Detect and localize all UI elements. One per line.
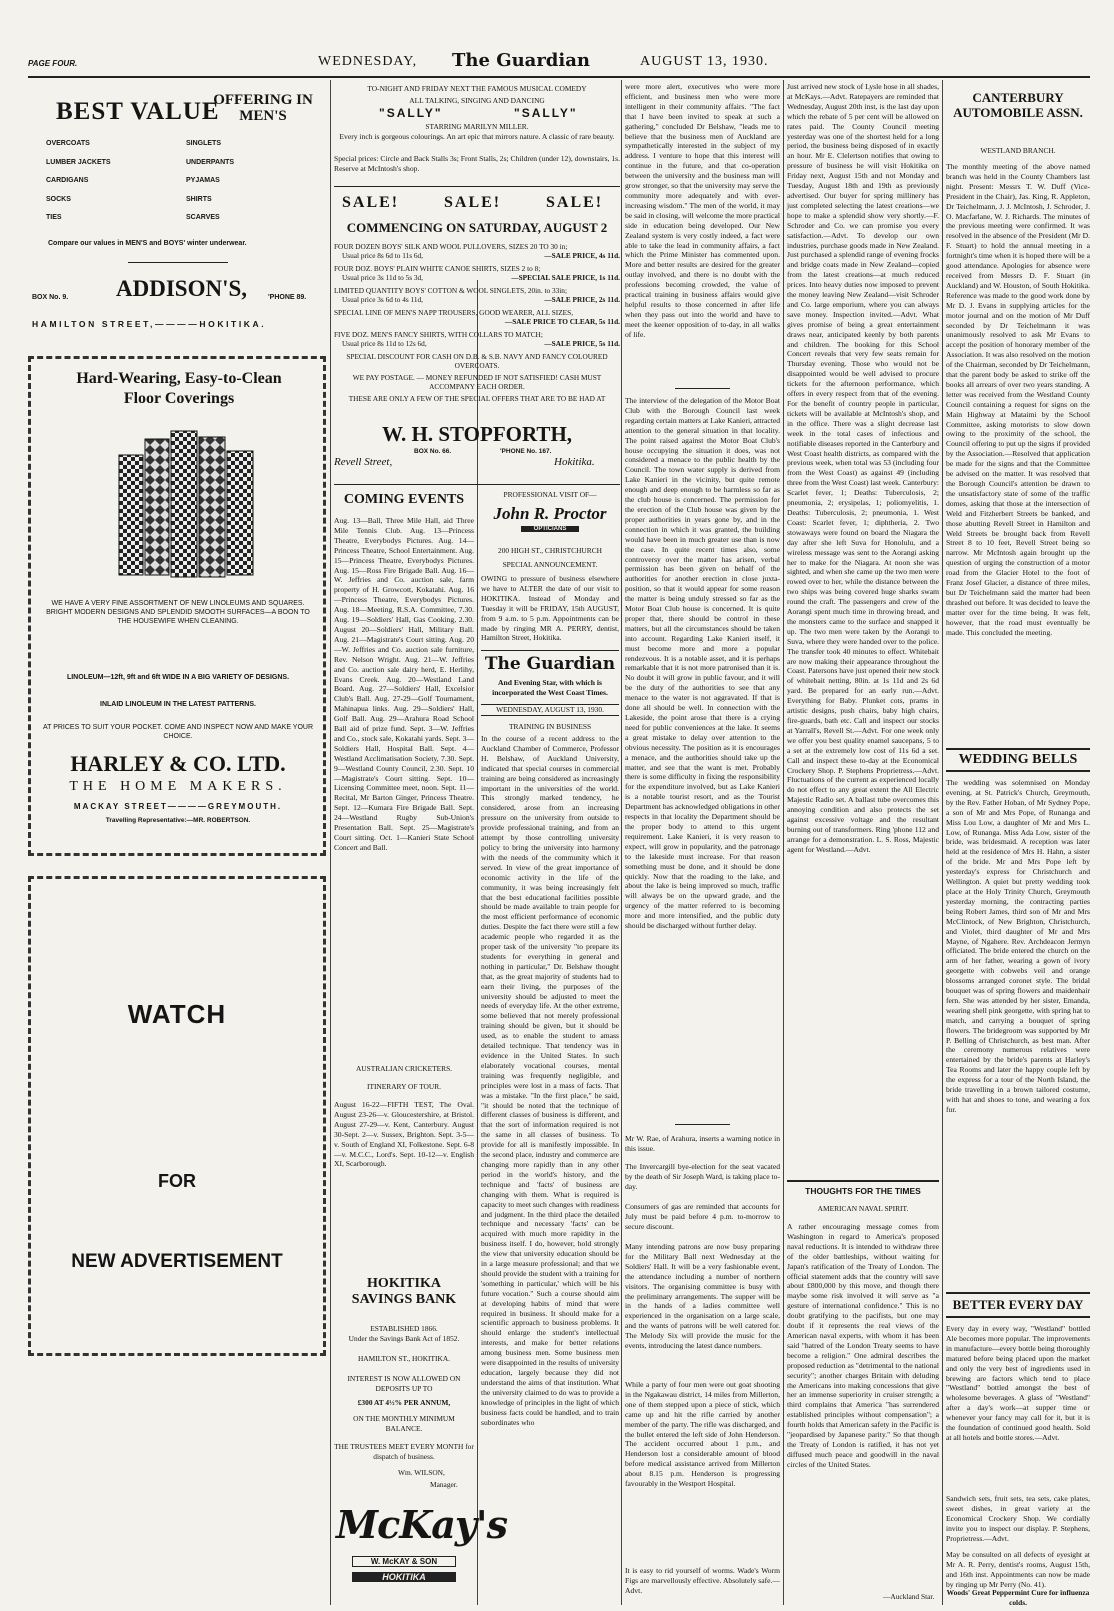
- theatre-desc: Every inch is gorgeous colourings. An art epic that mirrors nature. A classic of rare beauty.: [339, 132, 615, 141]
- harley-tagline: THE HOME MAKERS.: [69, 779, 287, 794]
- woods-text: Woods' Great Peppermint Cure for influenza colds.: [946, 1588, 1090, 1607]
- masthead-day: WEDNESDAY,: [318, 54, 418, 69]
- sale-item-price: —SALE PRICE, 4s 11d.: [544, 251, 620, 260]
- naval-title: AMERICAN NAVAL SPIRIT.: [817, 1204, 909, 1213]
- list-item: SCARVES: [186, 214, 220, 221]
- savings-act: Under the Savings Bank Act of 1852.: [348, 1334, 460, 1343]
- savings-monthly: ON THE MONTHLY MINIMUM BALANCE.: [353, 1414, 455, 1433]
- naval-text: A rather encouraging message comes from Washington in regard to America's proposed naval reductions. It is intended to withdraw three of the older battleships, without waiting for Japan's ratification of the Treaty of London. The official statement adds that the country will save about £800,000 by this move, and though there maybe some risk involved it will serve as "a gesture of international confidence." This is no doubt gratifying to the pacifists, but one may doubt if it represents the real views of the American naval experts, with whom it has been said "hatred of the London Treaty seems to have become a religion." One admiral describes the proposed reduction as "detrimental to the national security"; another charges Britain with deluding the Americans into making concessions that give her an immense superiority in cruiser strength; a third complains that America "has surrendered established principles without compensation"; a fourth holds that American safety in the Pacific is "jeopardised by Japanese parity." So that though the Treaty of London is ratified, it has not yet diffused much peace and goodwill in the naval circles of the United States.: [787, 1222, 939, 1469]
- stopforth-box: BOX No. 66.: [414, 448, 452, 455]
- sale-item-desc: FOUR DOZEN BOYS' SILK AND WOOL PULLOVERS, SIZES 20 TO 30 in;: [334, 242, 568, 251]
- sale-item: [334, 242, 620, 260]
- notice-rae: Mr W. Rae, of Arahura, inserts a warning notice in this issue.: [625, 1134, 780, 1153]
- notice-shooting: While a party of four men were out goat shooting in the Ngakawau district, 14 miles from Millerton, one of them stepped upon a piece of stick, which came up and hit the rifle carried by another member of the party. The rifle was discharged, and the bullet entered the left side of John Henderson. The accident occurred about 1 p.m., and Henderson lost a considerable amount of blood before medical assistance arrived from Millerton about 8.15 p.m. Henderson is progressing favourably in the Westport Hospital.: [625, 1380, 780, 1489]
- harley-headline: Hard-Wearing, Easy-to-Clean Floor Coverings: [76, 370, 282, 407]
- local-notes: Just arrived new stock of Lysle hose in all shades, at McKays.—Advt. Ratepayers are reminded that Wednesday, August 20th inst, is the last day upon which the rebate of 5 per cent will be allowed on rates paid. The County Council meeting yesterday was one of the shortest held for a long period, the business being disposed of in exactly an hour. Mr E. Clelertson notifies that owing to pressure of business he will visit Hokitika on Friday next, August 15th and not Monday and Tuesday, August 18th and 19th as previously advertised. Our buyer for spring millinery has just completed selecting the latest creations—we hope to make a splendid show very shortly.—F. Schroder and Co. we can promise you every satisfaction.—Advt. To develop our own industries, purchase goods made in New Zealand. Just purchased a splendid range of evening frocks and bridge coats made in New Zealand—copied from the latest creations—at much reduced prices. Into heavy duties now imposed to prevent the money leaving New Zealand—visit Schroder and Co. large emporium, where you can always save money. Inspection invited.—Advt. What gives promise of being a great entertainment draws near, anticipated keenly by both parents and children. The booking for this School Concert reveals that very few seats remain for Thursday evening. Those who would not be disappointed would be well advised to procure tickets for the afternoon performance, which offers in every respect from that of the evening. For the benefit of country people in particular, tickets will be available at McIntosh's shop, and in the office. There was a slight decrease last week in the total cases of infectious and notifiable diseases reported in the Canterbury and West Coast health districts, as compared with the previous week, when total was 53 (including four from the West Coast) as against 49 (including three from the West Coast) last week. Canterbury: Scarlet fever, 1; Deaths: Tuberculosis, 2; pneumonia, 2; erysipelas, 1; poliomyelitis, 1. Deaths: Tuberculosis, 2; pneumonia, 1. West Coast: Scarlet fever, 1; diphtheria, 2. Two stowaways were found on board the Niagara the day after she left Suva for Honolulu, and a wireless message was sent to the Aorangi asking her to make for the Niagara. At noon she was sighted, and when she came up the two men were rowed over to her, while the distance between the two ships was being covered huge sharks swam round the craft. The passengers and crew of the Aorangi spent much time in throwing bread, and the monsters came to the surface and snapped it up. The two men were taken by the Aorangi to Suva, where they were handed over to the police. The transfer took 40 minutes to effect. Whitebait are now making their appearance throughout the Coast. Patersons have just opened their new stock of whitebait netting, 80in. at 1s 11d and 2s 6d yard. Be prepared for an early run.—Advt. Everything for Baby. Plunket cots, prams in artistic designs, push chairs, baby high chairs, fire-guards, bath etc. Call and inspect our stocks at Yarrall's, Revell St.—Advt. For one week only we offer you best quality enamel saucepans, 5 to a set at the extremely low cost of 11s 6d a set. Call and inspect these to-day at the Economical Crockery Shop. P. Stephens Proprietress.—Advt. Fluctuations of the current as experienced locally do not effect to any great extent the All Electric Majestic Radio set. A ballast tube overcomes this annoying condition and also protects the set against excessive voltage and the resultant burning out of transformers. Ring 'phone 112 and arrange for a demonstration. L. S. Ross, Majestic agent for Westland.—Advt.: [787, 82, 939, 854]
- list-item: SOCKS: [46, 195, 71, 203]
- sale-item-price: —SALE PRICE, 5s 11d.: [544, 339, 620, 348]
- proctor-header: PROFESSIONAL VISIT OF—: [503, 490, 597, 499]
- sale-item-usual: Usual price 8s 6d to 11s 6d,: [342, 251, 423, 260]
- article-education-end: were more alert, executives who were more efficient, and business men who were more intelligent in their community affairs. "The fact that I have been invited to speak at such a gathering," concluded Dr Belshaw, "leads me to believe that the business men of Auckland are sympathetically interested in the subject of my address. I venture to hope that this interest will continue in the future, and that co-operation between the university and the business man will grow stronger, so that the university may serve the community more adequately and with ever-increasing wisdom." The men of the world, it may be said in closing, will welcome the more practical side in education being developed. Our New Zealand system is very costly indeed, a fact were able to take the lead in community affairs, a fact which the Prime Minister has commented upon. More and better results are desired for the greater outlay involved, and there is no doubt with the professions becoming crowded, the value of practical training in business affairs would give helpful results to those concerned in after life when they pass out into the world and have to meet the keener opposition of to-day, in all walks of life.: [625, 82, 780, 339]
- better-text: Every day in every way, "Westland" bottled Ale becomes more popular. The improvements in manufacture—every bottle being thoroughly matured before being placed upon the market and only the very best of ingredients used in brewing are factors which tend to place "Westland" bottled amongst the best of wholesome beverages. A glass of "Westland" after a day's work—at supper time or whenever your fancy may call for it, but it is the foundation of continued good health. Sold at all hotels and bottle stores.—Advt.: [946, 1324, 1090, 1442]
- sale-3: SALE!: [546, 194, 604, 211]
- savings-trustees: THE TRUSTEES MEET EVERY MONTH for dispatch of business.: [334, 1442, 474, 1461]
- addisons-box: BOX No. 9.: [32, 294, 69, 301]
- divider: [334, 186, 620, 187]
- masthead-title: The Guardian: [452, 50, 590, 71]
- addisons-name: ADDISON'S,: [116, 276, 248, 301]
- addisons-phone: 'PHONE 89.: [268, 294, 307, 301]
- divider: [334, 484, 620, 485]
- proctor-ad: [481, 490, 619, 643]
- stopforth-items: [334, 242, 620, 403]
- linoleum-rolls-illustration: [115, 425, 265, 585]
- guardian-box-title: The Guardian: [484, 654, 616, 674]
- divider: [675, 1124, 730, 1125]
- theatre-starring: STARRING MARILYN MILLER.: [425, 122, 529, 131]
- stopforth-postage: WE PAY POSTAGE. — MONEY REFUNDED IF NOT SATISFIED! CASH MUST ACCOMPANY EACH ORDER.: [352, 373, 602, 391]
- theatre-prices: Special prices: Circle and Back Stalls 3s; Front Stalls, 2s; Children (under 12), downstairs, 1s. Reserve at McIntosh's shop.: [334, 154, 620, 173]
- stopforth-few: THESE ARE ONLY A FEW OF THE SPECIAL OFFERS THAT ARE TO BE HAD AT: [348, 394, 606, 403]
- sale-item-price: —SALE PRICE TO CLEAR, 5s 11d.: [504, 317, 620, 326]
- thoughts-title: THOUGHTS FOR THE TIMES: [787, 1180, 939, 1196]
- sale-item-price: —SPECIAL SALE PRICE, 1s 11d.: [511, 273, 620, 282]
- proctor-logo-sub: OPTICIANS: [521, 526, 579, 532]
- harley-inlaid: INLAID LINOLEUM IN THE LATEST PATTERNS.: [100, 701, 256, 708]
- savings-established: ESTABLISHED 1866.: [370, 1324, 438, 1333]
- list-item: OVERCOATS: [46, 140, 90, 147]
- sale-2: SALE!: [444, 194, 502, 211]
- harley-name: HARLEY & CO. LTD.: [70, 751, 286, 776]
- sandwich-text: Sandwich sets, fruit sets, tea sets, cake plates, sweet dishes, in great variety at the Economical Crockery Shop. We cordially invite you to inspect our display. P. Stephens, Proprietress.—Advt.: [946, 1494, 1090, 1543]
- column-rule: [783, 80, 784, 1605]
- stopforth-ad: [334, 190, 620, 480]
- stopforth-town: Hokitika.: [554, 456, 595, 468]
- aa-title: CANTERBURY AUTOMOBILE ASSN.: [953, 90, 1083, 120]
- divider: [675, 388, 730, 389]
- training-text: In the course of a recent address to the Auckland Chamber of Commerce, Professor H. Belshaw, of Auckland University, indicated that special courses in commercial training are being considered as increasingly important in the universities of the world. This strongly marked tendency, he considered, arose from an increasing pressure on the university from outside to provide professional training, and from an attempt by those controlling university policy to bring the university into harmony with the needs of the community which it served. In view of the great importance of economic activity in the life of the community, it was being increasingly felt that the best educational facilities possible should be made available to train people for the most efficient performance of economic duties. Despite the fact there were still a few academic people who regarded it as the proper task of the university "to prepare its students for everything in general and nothing in particular," Dr. Belshaw thought that, as the great majority of students had to earn their living, the purposes of the university should be adjusted to meet the needs of everyday life. At the other extreme, some believed that not merely professional training should be given, but it should be used, as to enable the student to amass detailed technique. That tendency was in evidence in the United States. In such elaborately vocational courses, mental training was frequently negligible, and principles were lost in a mass of facts. That was a mistake. "In the first place," he said, "it should be noted that the technique of different classes of business is different, and that the sort of information required is not the same in all classes of business. To provide for all is manifestly impossible. In the second place, industry and commerce are changing more rapidly than in any other period in the world's history, and the technique and 'facts' of business are changing with them. What is required is capacity to meet such changes with readiness and judgment. In the third place the detailed technique and necessary 'facts' can be acquired with much more rapidity in the business itself. I do, however, hold strongly the view that university education should be in a large measure professional; and that we should provide the student with a training for 'something in particular,' which will be his future vocation." Such a course should aim at developing habits of mind that were required in business. It should make for a scientific approach to business problems. It should enlarge the student's intellectual interests, and make for better relations among business men. Some business men were disappointed in the results of university education, largely because they did not understand the aims of that institution. What the university claimed to do was to provide a knowledge of principles in the light of which business facts could be handled, and to train subordinates who: [481, 734, 619, 1427]
- cricketers-title: AUSTRALIAN CRICKETERS.: [355, 1064, 453, 1073]
- column-6: [946, 82, 1090, 1607]
- notice-bye-election: The Invercargill bye-election for the seat vacated by the death of Sir Joseph Ward, is taking place to-day.: [625, 1162, 780, 1191]
- column-rule: [621, 80, 622, 1605]
- addisons-right-list: [186, 135, 234, 228]
- column-5: [787, 82, 939, 1604]
- addisons-ad: [28, 82, 326, 340]
- mckays-logo: McKay's: [336, 1502, 507, 1547]
- list-item: UNDERPANTS: [186, 158, 235, 166]
- addisons-compare: Compare our values in MEN'S and BOYS' winter underwear.: [48, 240, 247, 247]
- sale-item-desc: SPECIAL LINE OF MEN'S NAPP TROUSERS, GOOD WEARER, ALL SIZES,: [334, 308, 574, 317]
- training-article: [481, 722, 619, 1602]
- watch-line-3: NEW ADVERTISEMENT: [71, 1251, 283, 1272]
- savings-manager-title: Manager.: [430, 1480, 458, 1489]
- watch-line-1: WATCH: [127, 999, 227, 1029]
- stopforth-name: W. H. STOPFORTH,: [381, 422, 573, 446]
- theatre-sally-1: "SALLY": [379, 106, 443, 120]
- coming-events: [334, 490, 474, 1270]
- list-item: TIES: [46, 214, 62, 221]
- addisons-street: HAMILTON STREET,————HOKITIKA.: [32, 319, 267, 329]
- list-item: PYJAMAS: [186, 177, 220, 184]
- mckays-sub-1: W. McKAY & SON: [352, 1556, 456, 1567]
- theatre-ad: [334, 84, 620, 180]
- divider: [481, 650, 619, 651]
- sale-item: [334, 330, 620, 348]
- sale-item-desc: FIVE DOZ. MEN'S FANCY SHIRTS, WITH COLLARS TO MATCH;: [334, 330, 543, 339]
- sale-item-usual: Usual price 8s 11d to 12s 6d,: [342, 339, 427, 348]
- sale-item-usual: Usual price 3s 6d to 4s 11d,: [342, 295, 423, 304]
- theatre-line-2: ALL TALKING, SINGING AND DANCING: [409, 96, 545, 105]
- savings-interest: INTEREST IS NOW ALLOWED ON DEPOSITS UP TO: [347, 1374, 461, 1393]
- proctor-logo: John R. Proctor: [493, 504, 607, 523]
- proctor-special: SPECIAL ANNOUNCEMENT.: [502, 560, 598, 569]
- addisons-left-list: [46, 135, 111, 228]
- sale-item-desc: FOUR DOZ. BOYS' PLAIN WHITE CANOE SHIRTS, SIZES 2 to 8;: [334, 264, 541, 273]
- proctor-text: OWING to pressure of business elsewhere we have to ALTER the date of our visit to HOKITIKA. Instead of Monday and Tuesday it will be FRIDAY, 15th AUGUST, from 9 a.m. to 5 p.m. Appointments can be made by ringing MR A. PERRY, dentist, Hamilton Street, Hokitika.: [481, 574, 619, 643]
- mckays-sub-2: HOKITIKA: [352, 1572, 456, 1582]
- list-item: CARDIGANS: [46, 177, 89, 184]
- harley-ad: [28, 356, 326, 856]
- savings-street: HAMILTON ST., HOKITIKA.: [357, 1354, 451, 1363]
- coming-events-text: Aug. 13—Ball, Three Mile Hall, aid Three Mile Tennis Club. Aug. 13—Princess Theatre, Everybodys Pictures. Aug. 14—Princess Theatre, School Entertainment. Aug. 15—Princess Theatre, Everybodys Pictures. Aug. 15—Ross Fire Brigade Ball. Aug. 16—W. Jeffries and Co. auction sale, farm property of H. Growcott, Kokatahi. Aug. 16—Princess Theatre, Everybodys Pictures. Aug. 18—Meeting, R.S.A. Committee, 7.30. Aug. 19—Soldiers' Hall, Gas Cooking, 2.30. August 20—Soldiers' Hall, Military Ball. Aug. 21—Magistrate's Court sitting. Aug. 20—W. Jeffries and Co. auction sale furniture, Rev. Nelson Wright. Aug. 21—W. Jeffries and Co. auction sale dairy herd, E. Herlihy, Evans Creek. Aug. 20—Westland Land Board. Aug. 27—Soldiers' Hall, Excelsior Club's Ball. Aug. 27-29—Golf Tournament, Mahinapua links. Aug. 29—Soldiers' Hall, Golf Ball. Aug. 29—Arahura Road School Ball aid of prize fund. Sept. 3—W. Jeffries and Co., stock sale, Kokatahi yards. Sept. 3—Soldiers Hall, Hospital Ball. Sept. 4—Westland Acclimatisation Society, 7.30. Sept. 9—Westland County Council, 2.30. Sept. 10—Magistrate's Court sitting. Sept. 10—Licensing Committee meet, noon. Sept. 11—Recital, Mr Barton Ginger, Princess Theatre. Sept. 12—Kumara Fire Brigade Ball. Sept. 24—Westland Rugby Sub-Union's Presentation Ball. Sept. 25—Magistrate's Court sitting. Oct. 1—Kanieri State School Concert and Ball.: [334, 516, 474, 852]
- masthead-date: AUGUST 13, 1930.: [640, 54, 769, 69]
- sale-item: [334, 286, 620, 304]
- harley-rep: Travelling Representative:—MR. ROBERTSON.: [105, 817, 251, 824]
- column-4: [625, 82, 780, 1604]
- sale-item-usual: Usual price 3s 11d to 5s 3d,: [342, 273, 423, 282]
- divider: [128, 262, 228, 263]
- column-rule: [330, 80, 331, 1605]
- better-title: BETTER EVERY DAY: [946, 1292, 1090, 1318]
- aa-branch: WESTLAND BRANCH.: [980, 146, 1056, 155]
- sale-item-desc: LIMITED QUANTITY BOYS' COTTON & WOOL SINGLETS, 20in. to 33in;: [334, 286, 567, 295]
- stopforth-phone: 'PHONE No. 167.: [500, 448, 552, 455]
- list-item: SINGLETS: [186, 140, 222, 147]
- masthead-rule: [28, 76, 1090, 78]
- stopforth-overcoats: SPECIAL DISCOUNT FOR CASH ON D.B. & S.B. NAVY AND FANCY COLOURED OVERCOATS.: [346, 352, 608, 370]
- article-lake-kanieri: The interview of the delegation of the Motor Boat Club with the Borough Council last week regarding certain matters at Lake Kanieri, attracted attention to the general situation in that locality. The point raised against the Motor Boat Club's house occupying the situation it does, was not considered a menace to the public health by the Council. The town water supply is derived from Lake Kanieri in the vicinity, but quite remote enough and deep enough to be harmless so far as the club house is concerned. The permission for the erection of the Club house was given by the proper authorities in years gone by, and in the connection in which it was granted, the building would have been in much greater use than is now the case. In quite recent times also, some controversy over the matter has arisen, verbal permission has been given on behalf of the authorities for another erection in close juxta-position, so that it would appear for some reason the matter is being unduly stressed so far as the Motor Boat Club house is concerned. It is quite proper that, there should be control in these matters, but all the circumstances should be taken into account. Regarding Lake Kanieri itself, it must become more and more a popular rendezvous. It is a notable asset, and it is perhaps remarkable that it is not more patronised than it is. No doubt it will grow in public favour, and it will be the duty of the authorities to see that any menace to the water is not aggravated. If that is done all should be well. In connection with the Lakeside, the point arose that there is a crying need for public conveniences at the lake. It seems a great mistake to delay over attention to the obvious necessity. The position as it is encourages a menace, and the authorities should take up the matter, and see that the want is met. Probably there is some difficulty in fixing the responsibility for the expenditure involved, but as Lake Kanieri is a notable tourist resort, and as the Tourist Department has acknowledged obligations in other respects in that locality the Department should be the proper body to attend to this urgent requirement. Lake Kanieri, it is very reason to expect, will grow in popularity, and the patronage to the lakeside must increase. For that reason something must be done, and it should be done quickly. Now that the roading to the lake, and about the lake is being improved so much, traffic will always be on the upward grade, and the urgency of the matter referred to is becoming more and more intensified, and the public duty should be discharged without further delay.: [625, 396, 780, 931]
- harley-street: MACKAY STREET————GREYMOUTH.: [73, 802, 283, 811]
- aa-text: The monthly meeting of the above named branch was held in the County Chambers last night. Present: Messrs T. W. Duff (Vice-President in the Chair), Jas. King, R. Appleton, Dr Teichelmann, J. J. McIntosh, J. Schroder, J. O. Macfarlane, W. J. Richards. The minutes of the previous meeting were confirmed. It was resolved in the absence of the President (Mr D. F. Stuart) to hold the annual meeting in a fortnight's time when it is hoped there will be a good attendance. Apologies for absence were received from Messrs D. F. Stuart (in Auckland) and W. Houston, of South Hokitika. Reference was made to the good work done by Mr D. J. Evans in supplying articles for the motor journal and on the motion of Mr Duff seconded by Dr Teichelmann it was unanimously resolved to ask Mr Evans to accept the position of honorary member of the Association. It was also resolved on the motion of the Chairman, seconded by Dr Teichelmann, that the parent body be asked to strike off the books all arrears of over two years standing. A letter was received from the Westland County Council containing a request for signs on the Main Highway at Mataimi by the School Committee, asking motorists to slow down owing to the proximity of the school, the Council offering to put up the signs if provided by the Association.—Resolved that application be made for the signs and that the Committee be advised on the matter. It was resolved that the Borough Council's attention be drawn to the unsatisfactory state of some of the traffic domes, asking that those at the intersection of Weld and Fitzherbert Streets be banked, and those abutting Revell Street in Hamilton and Weld Streets be brought back from Revell Street 8 to 10 feet, Revell Street being so narrow. Mr McIntosh again brought up the question of urging the construction of a motor road from the Glacier Hotel to the foot of Franz Josef Glacier, a distance of three miles, but Dr Teichelmann said the matter had been thrashed out before. It was decided to leave the matter over for the time being. It was felt, however, that the road must eventually be made. This concluded the meeting.: [946, 162, 1090, 637]
- addisons-headline: BEST VALUE: [56, 98, 220, 125]
- list-item: LUMBER JACKETS: [46, 158, 111, 166]
- sale-item-price: —SALE PRICE, 2s 11d.: [544, 295, 620, 304]
- watch-line-2: FOR: [158, 1171, 196, 1191]
- notice-gas: Consumers of gas are reminded that accounts for July must be paid before 4 p.m. to-morrow to secure discount.: [625, 1202, 780, 1231]
- savings-title-1: HOKITIKA: [367, 1276, 441, 1291]
- training-title: TRAINING IN BUSINESS: [508, 722, 592, 731]
- savings-manager: Wm. WILSON,: [398, 1468, 445, 1477]
- sale-item: [334, 264, 620, 282]
- guardian-box-date: WEDNESDAY, AUGUST 13, 1930.: [481, 704, 619, 716]
- proctor-address: 200 HIGH ST., CHRISTCHURCH: [498, 546, 602, 555]
- sale-1: SALE!: [342, 194, 400, 211]
- list-item: SHIRTS: [186, 195, 212, 203]
- notice-worms: It is easy to rid yourself of worms. Wade's Worm Figs are marvellously effective. Absolutely safe.—Advt.: [625, 1566, 780, 1595]
- itinerary-title: ITINERARY OF TOUR.: [367, 1082, 441, 1091]
- stopforth-commencing: COMMENCING ON SATURDAY, AUGUST 2: [346, 220, 608, 235]
- theatre-line-1: TO-NIGHT AND FRIDAY NEXT THE FAMOUS MUSICAL COMEDY: [367, 84, 587, 93]
- naval-signature: —Auckland Star.: [883, 1592, 935, 1601]
- savings-bank-ad: [334, 1276, 474, 1494]
- wedding-text: The wedding was solemnised on Monday evening, at St. Patrick's Church, Greymouth, by the Rev. Father Hoban, of Mr Sydney Pope, a son of Mr and Mrs Pope, of Runanga and Miss Lou Low, a daughter of Mr and Mrs L. Low, of Runanga. Miss Ada Low, sister of the bride, was bridesmaid. A reception was later held at the residence of Mrs H. Hahn, a sister of the bride. Mr and Mrs Pope left by yesterday's express for Christchurch and Wellington. A quiet but pretty wedding took place at the Holy Trinity Church, Greymouth yesterday morning, the contracting parties being Robert James, third son of Mr and Mrs McClintock, of New Brighton, Christchurch, and Violet, third daughter of Mr and Mrs Mayne, of Ngahere. Rev. Archdeacon Jermyn officiated. The bride entered the church on the arm of her father, wearing a gown of ivory georgette with cobwebs veil and orange blossoms arranged coronet style. The bridal bouquet was of spring flowers and maidenhair fern. She was attended by her sister, Emanda, wearing shell pink georgette, with spring hat to match, and carrying a bouquet of spring flowers. The bridegroom was supported by Mr P. Belling of Christchurch, as best man. After the ceremony numerous relatives were entertained by the bride's parents at Harley's Tea Rooms and later the happy couple left by the express for a tour of the North Island, the bride travelling in a brown tailored costume, with hat and shoes to tone, and wearing a fox fur.: [946, 778, 1090, 1114]
- notice-military-ball: Many intending patrons are now busy preparing for the Military Ball next Wednesday at the Soldiers' Hall. It will be a very fashionable event, the attendance including a number of northern visitors. The organising committee is busy with the preliminary arrangements. The supper will be in the hands of a ladies committee well experienced in the organisation on a large scale, and the wants of patrons will be well catered for. The Melody Six will provide the music for the events, introducing the latest dance numbers.: [625, 1242, 780, 1351]
- stopforth-street: Revell Street,: [334, 456, 393, 468]
- coming-events-title: COMING EVENTS: [343, 492, 465, 507]
- sale-item: [334, 308, 620, 326]
- column-rule: [942, 80, 943, 1605]
- wedding-title: WEDDING BELLS: [946, 748, 1090, 772]
- harley-prices: AT PRICES TO SUIT YOUR POCKET. COME AND INSPECT NOW AND MAKE YOUR CHOICE.: [42, 724, 314, 740]
- masthead: [28, 50, 1088, 74]
- harley-linoleum: LINOLEUM—12ft, 9ft and 6ft WIDE IN A BIG VARIETY OF DESIGNS.: [66, 674, 290, 681]
- page-label: PAGE FOUR.: [28, 59, 78, 68]
- perry-text: May be consulted on all defects of eyesight at Mr A. R. Perry, dentist's rooms, August 15th, and 16th inst. Appointments can now be made by ringing up Mr Perry (No. 41).: [946, 1550, 1090, 1589]
- mckays-ad: [334, 1500, 507, 1600]
- addisons-offering: OFFERING IN MEN'S: [213, 92, 313, 124]
- theatre-sally-2: "SALLY": [514, 106, 578, 120]
- watch-ad: [28, 876, 326, 1356]
- savings-title-2: SAVINGS BANK: [351, 1292, 457, 1307]
- guardian-box: [481, 654, 619, 718]
- itinerary-text: August 16-22—FIFTH TEST, The Oval. August 23-26—v. Gloucestershire, at Bristol. August 27-29—v. Kent, Canterbury. August 30-Sept. 2—v. Sussex, Brighton. Sept. 3-5—v. South of England XI, Folkestone. Sept. 6-8—v. M.C.C., Lord's. Sept. 10-12—v. English XI, Scarborough.: [334, 1100, 474, 1169]
- guardian-box-sub: And Evening Star, with which is incorporated the West Coast Times.: [492, 678, 608, 697]
- harley-assortment: WE HAVE A VERY FINE ASSORTMENT OF NEW LINOLEUMS AND SQUARES. BRIGHT MODERN DESIGNS AND SPLENDID SMOOTH SURFACES—A BOON TO THE HOUSEWIFE WHEN CLEANING.: [46, 600, 310, 625]
- savings-rate: £300 AT 4½% PER ANNUM,: [357, 1398, 451, 1407]
